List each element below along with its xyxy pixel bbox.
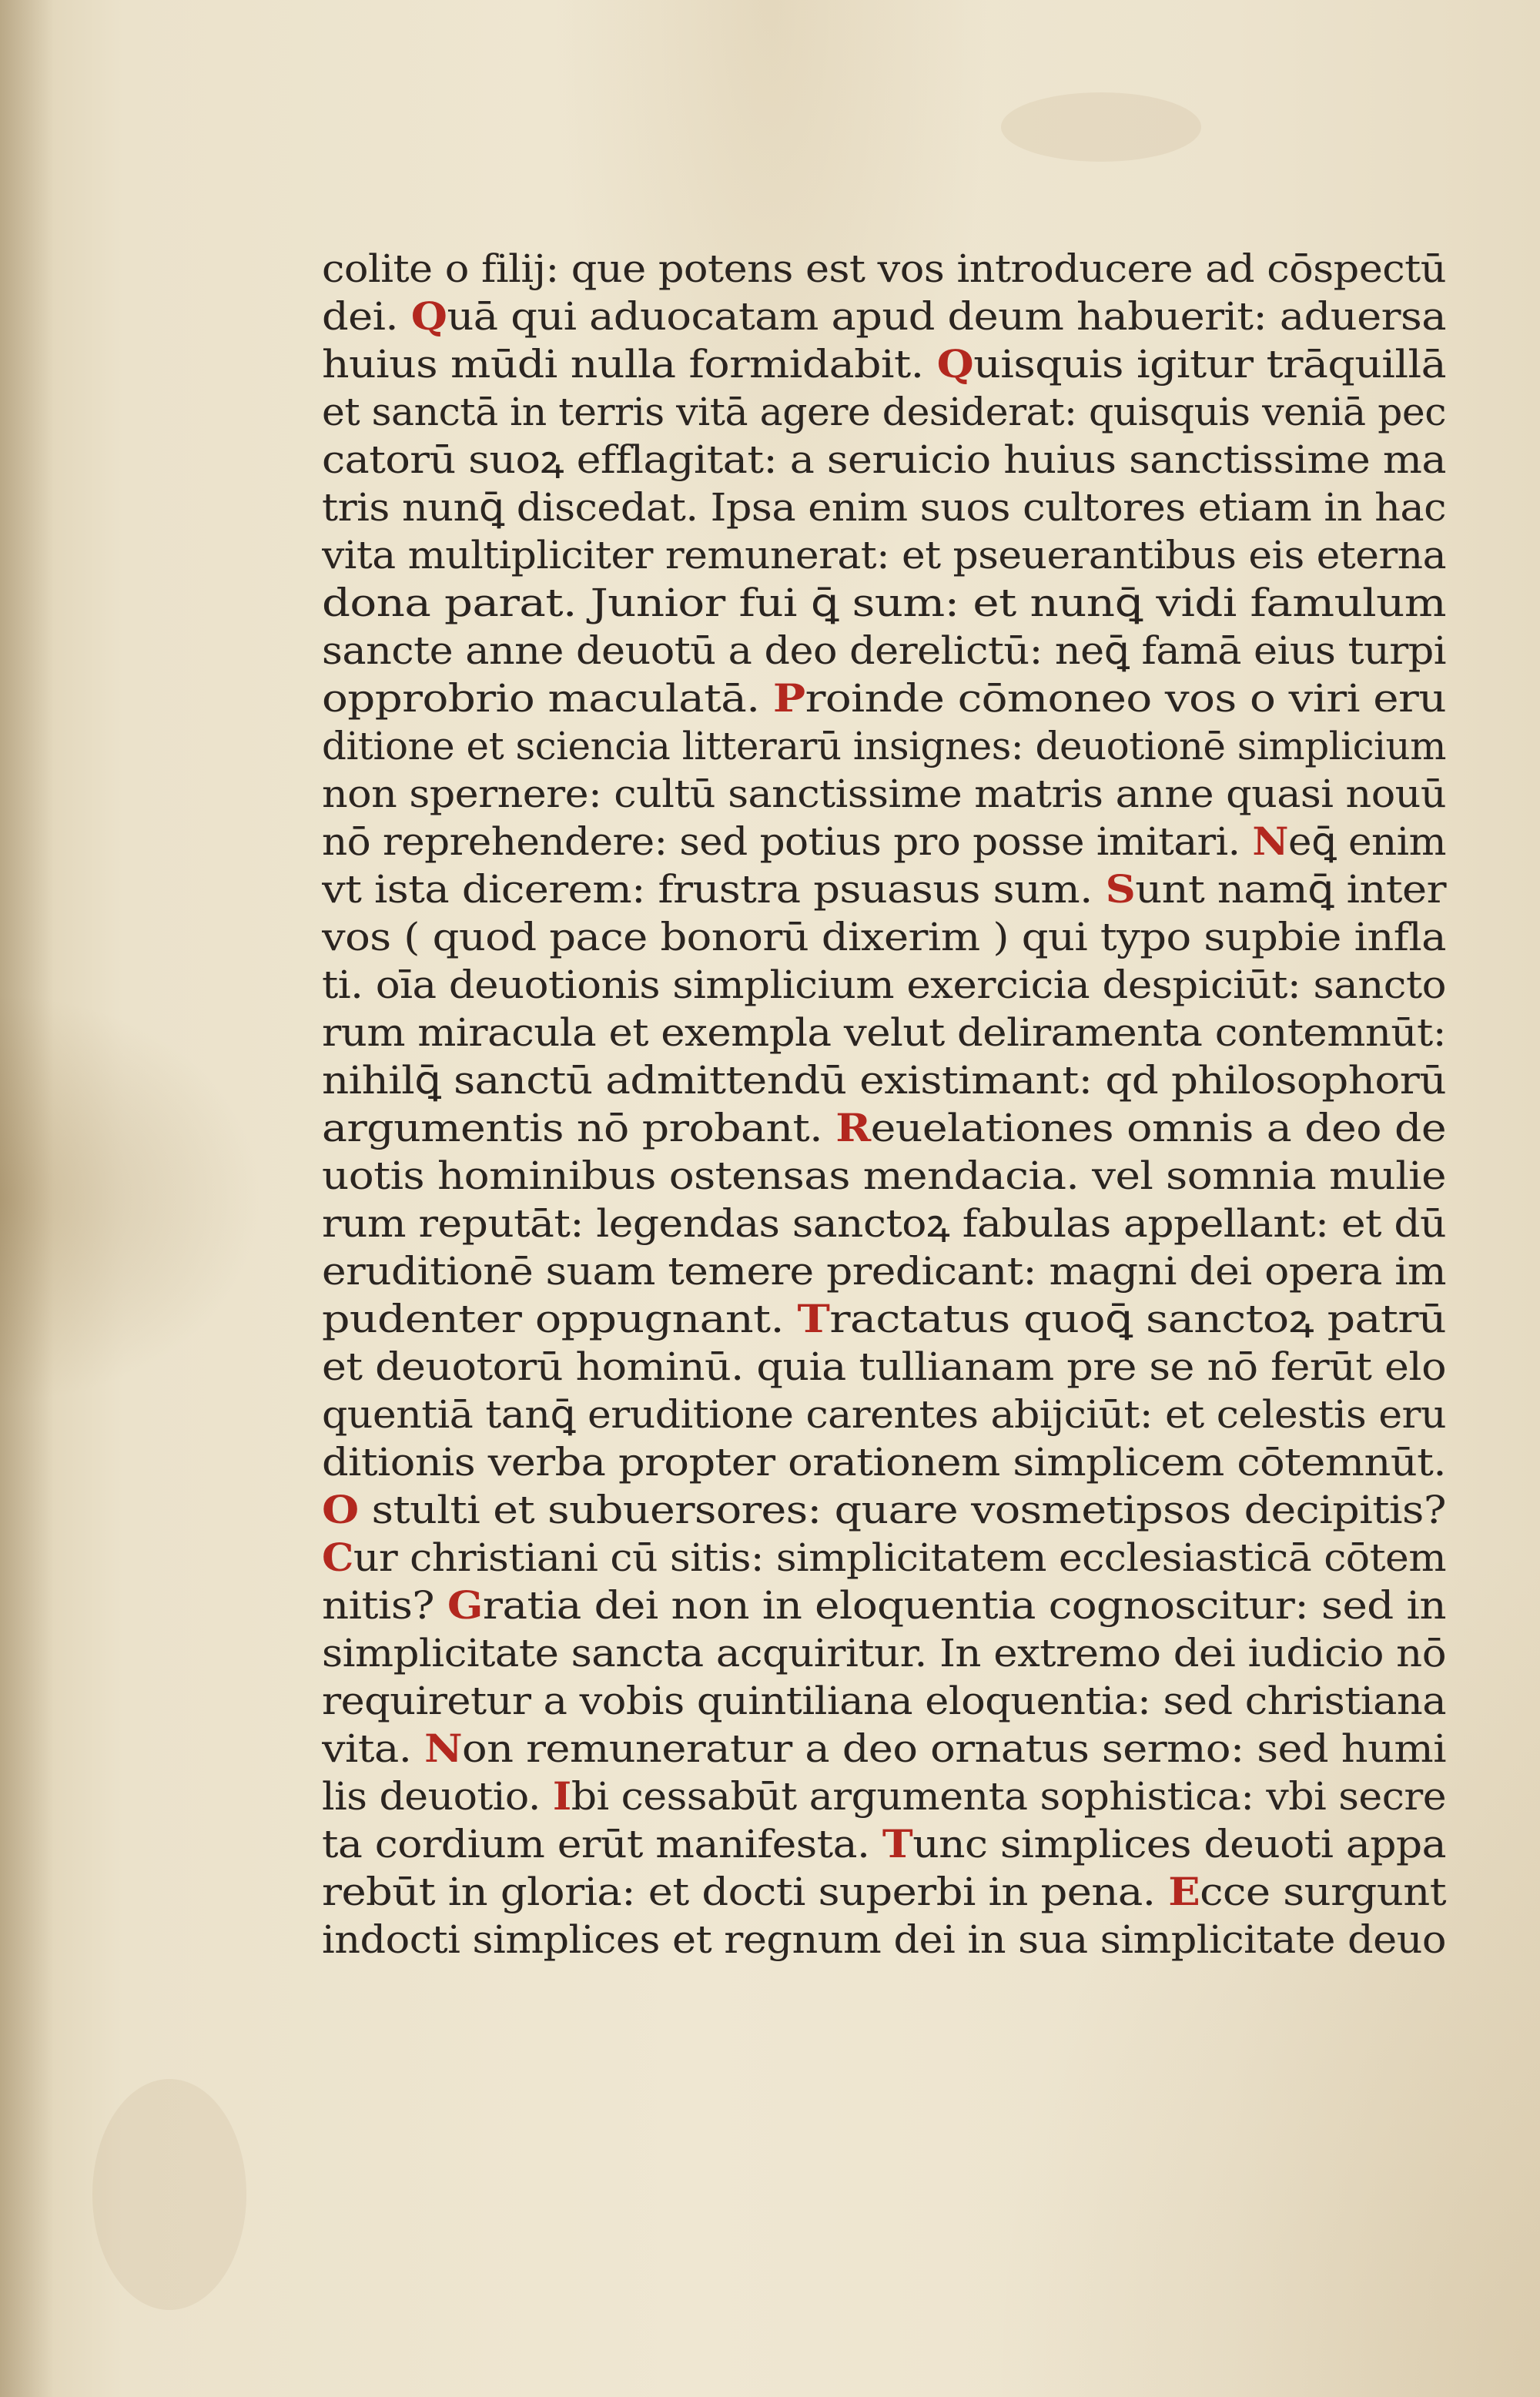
line-text: quentiā tanꝗ̄ eruditione carentes abijciūt: et celestis eru xyxy=(322,1392,1446,1437)
text-line xyxy=(322,293,1454,340)
rubric-initial: O xyxy=(322,1487,359,1532)
rubric-initial: N xyxy=(1252,819,1288,864)
paper-stain xyxy=(1001,92,1201,162)
line-text: colite o filij: que potens est vos introducere ad cōspectū xyxy=(322,246,1446,291)
text-line xyxy=(322,913,1454,961)
line-text: pudenter oppugnant. xyxy=(322,1297,798,1341)
text-line xyxy=(322,961,1454,1009)
line-text: ditione et sciencia litterarū insignes: deuotionē simplicium xyxy=(322,724,1446,768)
text-line xyxy=(322,484,1454,531)
text-line xyxy=(322,770,1454,818)
text-line xyxy=(322,818,1454,865)
text-line xyxy=(322,1247,1454,1295)
line-text: ditionis verba propter orationem simplicem cōtemnūt. xyxy=(322,1440,1446,1485)
rubric-initial: Q xyxy=(410,293,447,339)
line-text: vita. xyxy=(322,1726,425,1771)
line-text: cce surgunt xyxy=(1200,1870,1446,1914)
text-line xyxy=(322,531,1454,579)
text-line xyxy=(322,340,1454,388)
line-text: rum miracula et exempla velut deliramenta contemnūt: xyxy=(322,1010,1446,1055)
line-text: ti. oīa deuotionis simplicium exercicia despiciūt: sancto xyxy=(322,962,1446,1007)
line-text: non spernere: cultū sanctissime matris anne quasi nouū xyxy=(322,772,1446,816)
text-line xyxy=(322,1200,1454,1247)
text-line xyxy=(322,1391,1454,1438)
line-text: requiretur a vobis quintiliana eloquentia: sed christiana xyxy=(322,1679,1446,1723)
text-line xyxy=(322,1486,1454,1534)
line-text: dei. xyxy=(322,294,411,339)
text-line xyxy=(322,1773,1454,1820)
text-line xyxy=(322,1820,1454,1868)
text-line xyxy=(322,865,1454,913)
line-text: eꝗ̄ enim xyxy=(1287,819,1446,864)
line-text: vos ( quod pace bonorū dixerim ) qui typo supbie infla xyxy=(322,915,1446,959)
line-text: argumentis nō probant. xyxy=(322,1106,836,1150)
text-line xyxy=(322,1916,1454,1963)
line-text: nō reprehendere: sed potius pro posse imitari. xyxy=(322,819,1253,864)
text-block xyxy=(322,245,1454,2231)
rubric-initial: G xyxy=(447,1582,483,1628)
line-text: euelationes omnis a deo de xyxy=(870,1106,1446,1150)
line-text: eruditionē suam temere predicant: magni dei opera im xyxy=(322,1249,1447,1294)
text-line xyxy=(322,579,1454,627)
text-line xyxy=(322,675,1454,722)
line-text: catorū suoꝝ efflagitat: a seruicio huius sanctissime ma xyxy=(322,437,1446,482)
rubric-initial: I xyxy=(552,1773,571,1819)
line-text: dona parat. Junior fui ꝗ̄ sum: et nunꝗ̄ vidi famulum xyxy=(322,581,1446,625)
line-text: unt namꝗ̄ inter xyxy=(1135,867,1447,912)
line-text: nihilꝗ̄ sanctū admittendū existimant: qd philosophorū xyxy=(322,1058,1446,1103)
text-line xyxy=(322,1104,1454,1152)
rubric-initial: T xyxy=(882,1821,913,1866)
line-text: uisquis igitur trāquillā xyxy=(973,342,1446,387)
line-text: rum reputāt: legendas sanctoꝝ fabulas appellant: et dū xyxy=(322,1201,1446,1246)
line-text: bi cessabūt argumenta sophistica: vbi secre xyxy=(571,1774,1446,1819)
rubric-initial: Q xyxy=(936,341,974,387)
text-line xyxy=(322,436,1454,484)
rubric-initial: N xyxy=(424,1726,463,1771)
line-text: et deuotorū hominū. quia tullianam pre se nō ferūt elo xyxy=(322,1344,1447,1389)
line-text: rebūt in gloria: et docti superbi in pena. xyxy=(322,1870,1169,1914)
text-line xyxy=(322,1868,1454,1916)
text-line xyxy=(322,1725,1454,1773)
line-text: vita multipliciter remunerat: et pseuerantibus eis eterna xyxy=(322,533,1446,577)
text-line xyxy=(322,1152,1454,1200)
line-text: huius mūdi nulla formidabit. xyxy=(322,342,937,387)
line-text: simplicitate sancta acquiritur. In extremo dei iudicio nō xyxy=(322,1631,1446,1676)
text-line xyxy=(322,1343,1454,1391)
rubric-initial: T xyxy=(797,1296,830,1341)
text-line xyxy=(322,627,1454,675)
line-text: on remuneratur a deo ornatus sermo: sed humi xyxy=(462,1726,1446,1771)
rubric-initial: S xyxy=(1105,866,1136,912)
text-line xyxy=(322,722,1454,770)
text-line xyxy=(322,1534,1454,1582)
line-text: et sanctā in terris vitā agere desiderat: quisquis veniā pec xyxy=(322,390,1446,434)
line-text: uā qui aduocatam apud deum habuerit: aduersa xyxy=(447,294,1447,339)
line-text: vt ista dicerem: frustra psuasus sum. xyxy=(322,867,1106,912)
line-text: lis deuotio. xyxy=(322,1774,553,1819)
rubric-initial: C xyxy=(322,1535,353,1580)
line-text: ur christiani cū sitis: simplicitatem ecclesiasticā cōtem xyxy=(353,1535,1446,1580)
line-text: ratia dei non in eloquentia cognoscitur: sed in xyxy=(482,1583,1446,1628)
gutter-shadow xyxy=(0,0,54,2397)
text-line xyxy=(322,1009,1454,1056)
text-line xyxy=(322,1582,1454,1629)
line-text: roinde cōmoneo vos o viri eru xyxy=(805,676,1446,721)
text-line xyxy=(322,1438,1454,1486)
rubric-initial: R xyxy=(835,1105,871,1150)
line-text: ta cordium erūt manifesta. xyxy=(322,1822,882,1866)
line-text: unc simplices deuoti appa xyxy=(912,1822,1446,1866)
text-line xyxy=(322,1677,1454,1725)
line-text: indocti simplices et regnum dei in sua simplicitate deuo xyxy=(322,1917,1447,1962)
line-text: stulti et subuersores: quare vosmetipsos decipitis? xyxy=(358,1488,1447,1532)
line-text: ractatus quoꝗ̄ sanctoꝝ patrū xyxy=(829,1297,1446,1341)
paper-stain xyxy=(92,2079,246,2310)
text-line xyxy=(322,388,1454,436)
line-text: uotis hominibus ostensas mendacia. vel somnia mulie xyxy=(322,1153,1446,1198)
line-text: sancte anne deuotū a deo derelictū: neꝗ̄ famā eius turpi xyxy=(322,628,1446,673)
line-text: tris nunꝗ̄ discedat. Ipsa enim suos cultores etiam in hac xyxy=(322,485,1446,530)
text-line xyxy=(322,1629,1454,1677)
text-line xyxy=(322,245,1454,293)
text-line xyxy=(322,1295,1454,1343)
text-line xyxy=(322,1056,1454,1104)
line-text: nitis? xyxy=(322,1583,447,1628)
rubric-initial: P xyxy=(772,675,805,721)
rubric-initial: E xyxy=(1168,1869,1200,1914)
line-text: opprobrio maculatā. xyxy=(322,676,773,721)
